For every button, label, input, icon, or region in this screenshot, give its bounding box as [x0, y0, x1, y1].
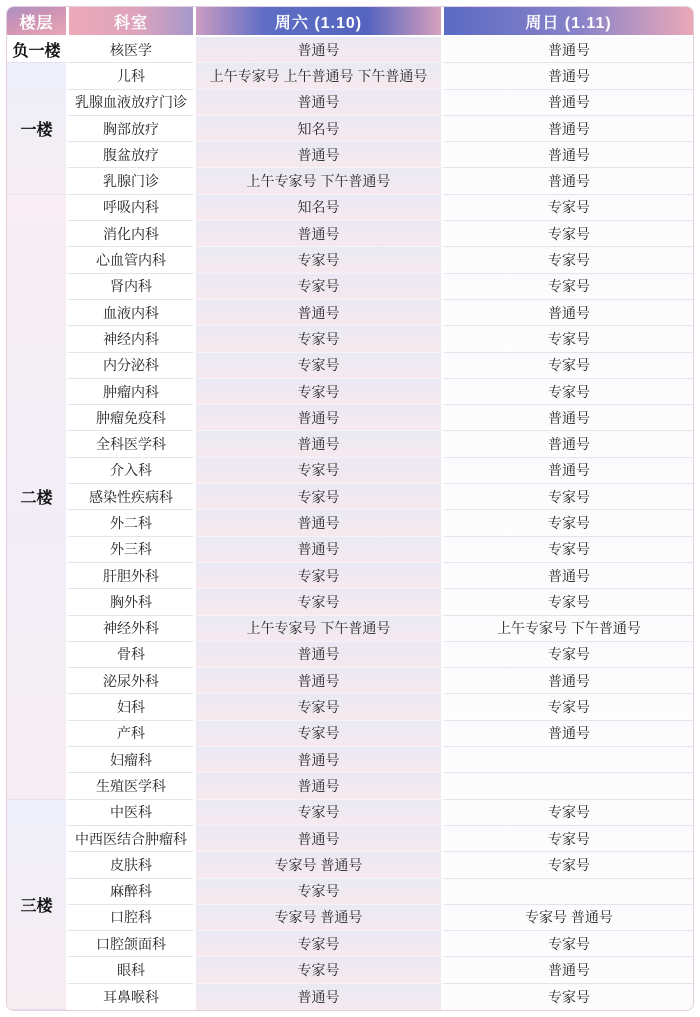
table-row	[7, 747, 693, 773]
sunday-cell: 上午专家号 下午普通号	[441, 616, 693, 642]
department-cell: 中医科	[66, 800, 193, 826]
header-department: 科室	[66, 7, 193, 37]
sunday-cell: 专家号	[441, 353, 693, 379]
saturday-cell: 普通号	[193, 773, 441, 799]
department-cell: 胸外科	[66, 589, 193, 615]
saturday-cell: 上午专家号 下午普通号	[193, 168, 441, 194]
sunday-cell: 普通号	[441, 563, 693, 589]
table-row	[7, 879, 693, 905]
saturday-cell: 普通号	[193, 221, 441, 247]
department-cell: 肝胆外科	[66, 563, 193, 589]
sunday-cell: 专家号	[441, 510, 693, 536]
schedule-body	[7, 37, 693, 1010]
sunday-cell: 普通号	[441, 458, 693, 484]
sunday-cell: 专家号	[441, 484, 693, 510]
table-row	[7, 510, 693, 536]
saturday-cell: 上午专家号 下午普通号	[193, 616, 441, 642]
saturday-cell: 专家号	[193, 931, 441, 957]
department-cell: 介入科	[66, 458, 193, 484]
sunday-cell: 普通号	[441, 957, 693, 983]
sunday-cell: 普通号	[441, 63, 693, 89]
department-cell: 皮肤科	[66, 852, 193, 878]
table-row	[7, 221, 693, 247]
sunday-cell: 普通号	[441, 405, 693, 431]
sunday-cell: 普通号	[441, 300, 693, 326]
header-sunday: 周日 (1.11)	[441, 7, 693, 37]
table-row	[7, 642, 693, 668]
department-cell: 核医学	[66, 37, 193, 63]
sunday-cell: 专家号	[441, 984, 693, 1010]
sunday-cell: 专家号	[441, 247, 693, 273]
sunday-cell: 普通号	[441, 668, 693, 694]
table-row	[7, 537, 693, 563]
saturday-cell: 普通号	[193, 642, 441, 668]
department-cell: 肿瘤免疫科	[66, 405, 193, 431]
table-row	[7, 563, 693, 589]
saturday-cell: 专家号	[193, 274, 441, 300]
sunday-cell: 专家号 普通号	[441, 905, 693, 931]
sunday-cell: 普通号	[441, 142, 693, 168]
saturday-cell: 专家号	[193, 879, 441, 905]
department-cell: 内分泌科	[66, 353, 193, 379]
saturday-cell: 专家号	[193, 589, 441, 615]
saturday-cell: 专家号 普通号	[193, 852, 441, 878]
sunday-cell: 专家号	[441, 642, 693, 668]
department-cell: 骨科	[66, 642, 193, 668]
saturday-cell: 专家号	[193, 563, 441, 589]
table-row	[7, 589, 693, 615]
floor-cell: 一楼	[7, 63, 66, 194]
table-row	[7, 247, 693, 273]
table-row	[7, 300, 693, 326]
saturday-cell: 普通号	[193, 300, 441, 326]
table-row	[7, 431, 693, 457]
saturday-cell: 知名号	[193, 116, 441, 142]
sunday-cell: 专家号	[441, 326, 693, 352]
department-cell: 耳鼻喉科	[66, 984, 193, 1010]
saturday-cell: 专家号	[193, 326, 441, 352]
saturday-cell: 上午专家号 上午普通号 下午普通号	[193, 63, 441, 89]
department-cell: 神经外科	[66, 616, 193, 642]
table-row	[7, 800, 693, 826]
table-row	[7, 379, 693, 405]
saturday-cell: 专家号	[193, 694, 441, 720]
table-row	[7, 116, 693, 142]
department-cell: 心血管内科	[66, 247, 193, 273]
saturday-cell: 专家号 普通号	[193, 905, 441, 931]
table-row	[7, 668, 693, 694]
floor-cell: 负一楼	[7, 37, 66, 63]
table-row	[7, 852, 693, 878]
saturday-cell: 普通号	[193, 431, 441, 457]
department-cell: 口腔科	[66, 905, 193, 931]
floor-cell: 二楼	[7, 195, 66, 800]
sunday-cell: 专家号	[441, 195, 693, 221]
sunday-cell: 专家号	[441, 694, 693, 720]
saturday-cell: 普通号	[193, 826, 441, 852]
table-row	[7, 142, 693, 168]
department-cell: 麻醉科	[66, 879, 193, 905]
department-cell: 泌尿外科	[66, 668, 193, 694]
saturday-cell: 普通号	[193, 747, 441, 773]
department-cell: 全科医学科	[66, 431, 193, 457]
department-cell: 儿科	[66, 63, 193, 89]
saturday-cell: 知名号	[193, 195, 441, 221]
sunday-cell	[441, 747, 693, 773]
saturday-cell: 普通号	[193, 90, 441, 116]
table-row	[7, 90, 693, 116]
table-row	[7, 616, 693, 642]
department-cell: 腹盆放疗	[66, 142, 193, 168]
department-cell: 乳腺血液放疗门诊	[66, 90, 193, 116]
header-saturday: 周六 (1.10)	[193, 7, 441, 37]
department-cell: 中西医结合肿瘤科	[66, 826, 193, 852]
saturday-cell: 普通号	[193, 984, 441, 1010]
saturday-cell: 普通号	[193, 405, 441, 431]
department-cell: 血液内科	[66, 300, 193, 326]
outpatient-schedule-table	[7, 7, 693, 1010]
table-row	[7, 905, 693, 931]
sunday-cell: 专家号	[441, 274, 693, 300]
department-cell: 呼吸内科	[66, 195, 193, 221]
sunday-cell	[441, 773, 693, 799]
saturday-cell: 专家号	[193, 721, 441, 747]
sunday-cell: 专家号	[441, 589, 693, 615]
header-row	[7, 7, 693, 37]
table-row	[7, 274, 693, 300]
saturday-cell: 专家号	[193, 458, 441, 484]
table-row	[7, 984, 693, 1010]
department-cell: 眼科	[66, 957, 193, 983]
sunday-cell: 普通号	[441, 116, 693, 142]
saturday-cell: 普通号	[193, 37, 441, 63]
table-row	[7, 195, 693, 221]
saturday-cell: 专家号	[193, 800, 441, 826]
sunday-cell: 专家号	[441, 826, 693, 852]
department-cell: 胸部放疗	[66, 116, 193, 142]
sunday-cell: 普通号	[441, 37, 693, 63]
table-row	[7, 326, 693, 352]
saturday-cell: 普通号	[193, 510, 441, 536]
sunday-cell: 普通号	[441, 431, 693, 457]
department-cell: 外二科	[66, 510, 193, 536]
table-row	[7, 37, 693, 63]
sunday-cell: 专家号	[441, 537, 693, 563]
sunday-cell: 专家号	[441, 931, 693, 957]
sunday-cell: 普通号	[441, 721, 693, 747]
table-row	[7, 931, 693, 957]
department-cell: 感染性疾病科	[66, 484, 193, 510]
sunday-cell: 专家号	[441, 221, 693, 247]
department-cell: 乳腺门诊	[66, 168, 193, 194]
department-cell: 产科	[66, 721, 193, 747]
table-row	[7, 773, 693, 799]
sunday-cell: 专家号	[441, 379, 693, 405]
department-cell: 口腔颌面科	[66, 931, 193, 957]
department-cell: 妇科	[66, 694, 193, 720]
table-row	[7, 694, 693, 720]
schedule-frame	[6, 6, 694, 1011]
sunday-cell: 普通号	[441, 168, 693, 194]
sunday-cell: 专家号	[441, 800, 693, 826]
saturday-cell: 专家号	[193, 484, 441, 510]
department-cell: 外三科	[66, 537, 193, 563]
sunday-cell: 专家号	[441, 852, 693, 878]
table-row	[7, 168, 693, 194]
department-cell: 消化内科	[66, 221, 193, 247]
header-floor: 楼层	[7, 7, 66, 37]
sunday-cell: 普通号	[441, 90, 693, 116]
table-row	[7, 484, 693, 510]
table-row	[7, 458, 693, 484]
saturday-cell: 普通号	[193, 142, 441, 168]
floor-cell: 三楼	[7, 800, 66, 1010]
department-cell: 肿瘤内科	[66, 379, 193, 405]
department-cell: 肾内科	[66, 274, 193, 300]
saturday-cell: 专家号	[193, 957, 441, 983]
department-cell: 生殖医学科	[66, 773, 193, 799]
table-row	[7, 957, 693, 983]
table-row	[7, 721, 693, 747]
saturday-cell: 专家号	[193, 247, 441, 273]
sunday-cell	[441, 879, 693, 905]
department-cell: 妇瘤科	[66, 747, 193, 773]
saturday-cell: 普通号	[193, 537, 441, 563]
table-row	[7, 353, 693, 379]
table-row	[7, 826, 693, 852]
saturday-cell: 专家号	[193, 353, 441, 379]
saturday-cell: 普通号	[193, 668, 441, 694]
table-row	[7, 63, 693, 89]
saturday-cell: 专家号	[193, 379, 441, 405]
department-cell: 神经内科	[66, 326, 193, 352]
table-row	[7, 405, 693, 431]
